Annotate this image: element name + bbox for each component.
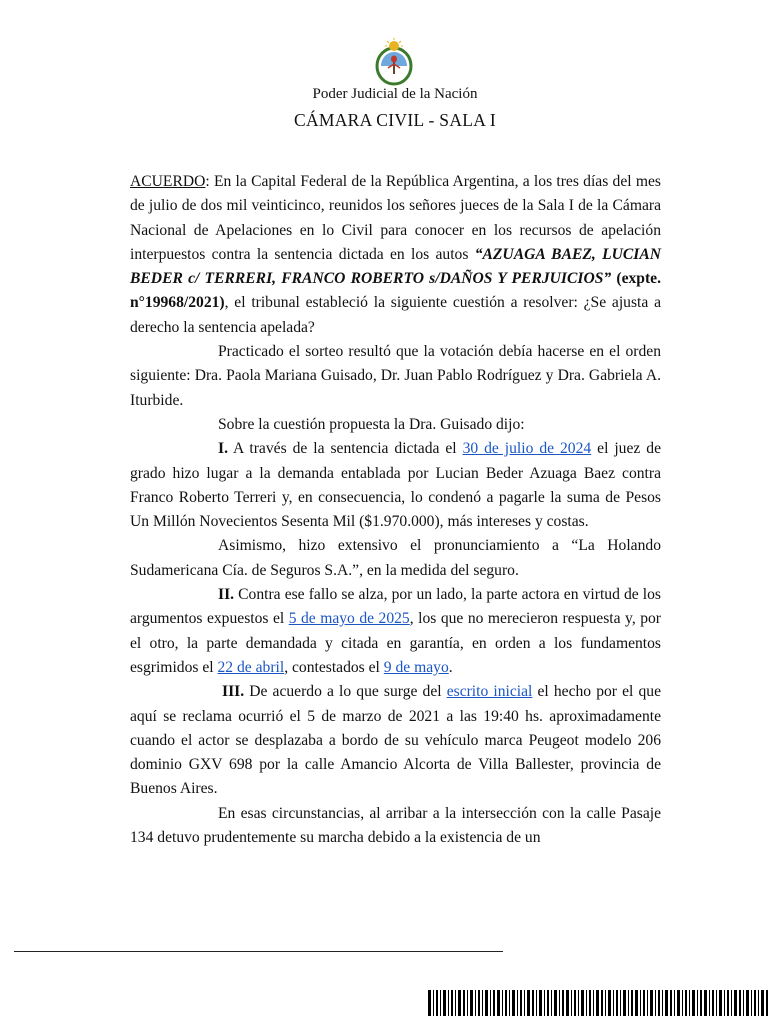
institution-header: Poder Judicial de la Nación: [312, 86, 478, 102]
argentine-coat-of-arms-icon: [374, 38, 414, 86]
paragraph-section-2: II. Contra ese fallo se alza, por un lado, la parte actora en virtud de los argumentos expuestos el 5 de mayo de 2025, los que no merecieron respuesta y, por el otro, la parte demandada y citada en garantía, en orden a los fundamentos esgrimidos el 22 de abril, contestados el 9 de mayo.: [130, 586, 661, 676]
barcode-icon: [428, 990, 768, 1016]
section-number: II.: [218, 586, 235, 604]
paragraph-section-3: III. De acuerdo a lo que surge del escrito inicial el hecho por el que aquí se reclama ocurrió el 5 de marzo de 2021 a las 19:40 hs. aproximadamente cuando el actor se desplazaba a bordo de su vehículo marca Peugeot modelo 206 dominio GXV 698 por la calle Amancio Alcorta de Villa Ballester, provincia de Buenos Aires.: [130, 683, 661, 798]
contestacion-date-link[interactable]: 9 de mayo: [383, 658, 449, 676]
demandada-date-link[interactable]: 22 de abril: [217, 658, 285, 676]
case-number: (expte. n°19968/2021): [130, 270, 661, 312]
acuerdo-heading: ACUERDO: [130, 173, 206, 190]
sentencia-date-link[interactable]: 30 de julio de 2024: [462, 440, 592, 458]
footnote-divider: [14, 951, 503, 952]
paragraph-section-1: I. A través de la sentencia dictada el 30 de julio de 2024 el juez de grado hizo lugar a la demanda entablada por Lucian Beder Azuaga Baez contra Franco Roberto Terreri y, en consecuencia, lo condenó a pagarle la suma de Pesos Un Millón Novecientos Sesenta Mil ($1.970.000), más intereses y costas.: [130, 440, 661, 531]
document-body: [130, 170, 661, 850]
paragraph-acuerdo: ACUERDO: En la Capital Federal de la República Argentina, a los tres días del mes de julio de dos mil veinticinco, reunidos los señores jueces de la Sala I de la Cámara Nacional de Apelaciones en lo Civil para conocer en los recursos de apelación interpuestos contra la sentencia dictada en los autos “AZUAGA BAEZ, LUCIAN BEDER c/ TERRERI, FRANCO ROBERTO s/DAÑOS Y PERJUICIOS” (expte. n°19968/2021), el tribunal estableció la siguiente cuestión a resolver: ¿Se ajusta a derecho la sentencia apelada?: [130, 173, 661, 336]
escrito-inicial-link[interactable]: escrito inicial: [446, 683, 533, 701]
case-title: “AZUAGA BAEZ, LUCIAN BEDER c/ TERRERI, FRANCO ROBERTO s/DAÑOS Y PERJUICIOS”: [130, 245, 661, 288]
paragraph-sorteo: Practicado el sorteo resultó que la votación debía hacerse en el orden siguiente: Dra. Paola Mariana Guisado, Dr. Juan Pablo Rodríguez y Dra. Gabriela A. Iturbide.: [130, 343, 661, 409]
section-number: III.: [222, 683, 245, 701]
actora-date-link[interactable]: 5 de mayo de 2025: [288, 610, 410, 628]
paragraph-asimismo: Asimismo, hizo extensivo el pronunciamiento a “La Holando Sudamericana Cía. de Seguros S.A.”, en la medida del seguro.: [130, 537, 661, 579]
chamber-title: CÁMARA CIVIL - SALA I: [293, 110, 497, 130]
paragraph-circunstancias: En esas circunstancias, al arribar a la intersección con la calle Pasaje 134 detuvo prudentemente su marcha debido a la existencia de un: [130, 804, 661, 847]
paragraph-cuestion: Sobre la cuestión propuesta la Dra. Guisado dijo:: [218, 415, 525, 433]
section-number: I.: [218, 440, 228, 458]
